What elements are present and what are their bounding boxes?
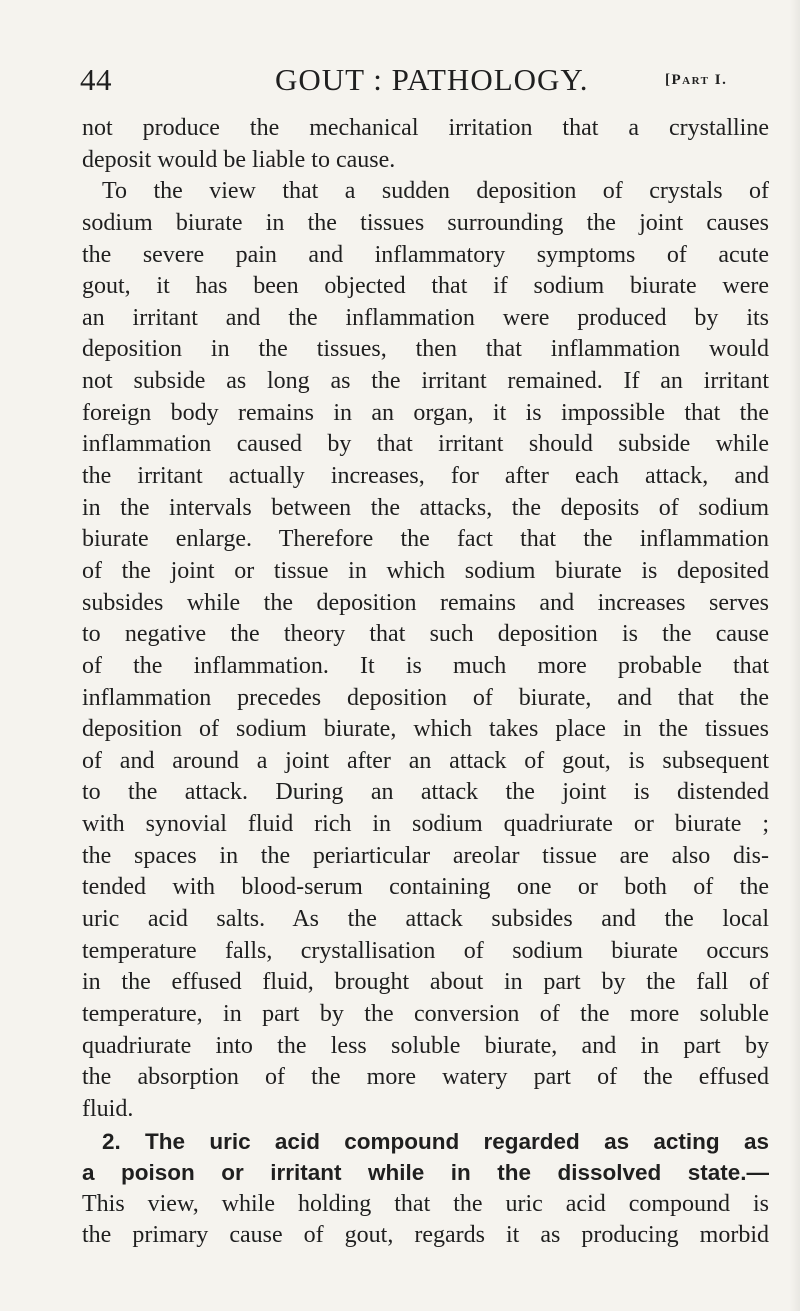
part-label: [Part I.	[665, 72, 728, 88]
page-edge-shadow	[790, 0, 800, 1311]
text-line: an irritant and the inflammation were produced by its	[82, 304, 769, 331]
text-line: deposition of sodium biurate, which takes place in the tissues	[82, 716, 769, 743]
text-line: biurate enlarge. Therefore the fact that the inflammation	[82, 526, 769, 553]
text-line: tended with blood-serum containing one or both of the	[82, 874, 769, 901]
section-heading-line: 2. The uric acid compound regarded as acting as	[102, 1128, 769, 1154]
text-line: of the inflammation. It is much more probable that	[82, 652, 769, 679]
text-line: quadriurate into the less soluble biurate, and in part by	[82, 1032, 769, 1059]
text-line: To the view that a sudden deposition of crystals of	[102, 178, 769, 205]
text-line: subsides while the deposition remains and increases serves	[82, 589, 769, 616]
text-line: sodium biurate in the tissues surrounding the joint causes	[82, 209, 769, 236]
text-line: the spaces in the periarticular areolar tissue are also dis-	[82, 842, 769, 869]
text-line: in the intervals between the attacks, the deposits of sodium	[82, 494, 769, 521]
page-number: 44	[80, 62, 112, 97]
text-line: fluid.	[82, 1095, 134, 1122]
text-line: of the joint or tissue in which sodium biurate is deposited	[82, 557, 769, 584]
running-title: GOUT : PATHOLOGY.	[275, 62, 589, 97]
text-line: to negative the theory that such deposition is the cause	[82, 621, 769, 648]
text-line: This view, while holding that the uric acid compound is	[82, 1190, 769, 1217]
text-line: inflammation caused by that irritant should subside while	[82, 431, 769, 458]
text-line: inflammation precedes deposition of biurate, and that the	[82, 684, 769, 711]
text-line: not produce the mechanical irritation that a crystalline	[82, 115, 769, 141]
text-line: deposit would be liable to cause.	[82, 146, 396, 173]
text-line: the absorption of the more watery part of the effused	[82, 1064, 769, 1091]
text-line: to the attack. During an attack the joint is distended	[82, 779, 769, 806]
text-line: foreign body remains in an organ, it is impossible that the	[82, 399, 769, 426]
text-line: temperature, in part by the conversion of the more soluble	[82, 1000, 769, 1027]
text-line: with synovial fluid rich in sodium quadriurate or biurate ;	[82, 811, 769, 838]
text-line: the severe pain and inflammatory symptoms of acute	[82, 241, 769, 268]
section-heading-line: a poison or irritant while in the dissolved state.—	[82, 1160, 769, 1186]
text-line: uric acid salts. As the attack subsides and the local	[82, 906, 769, 933]
page-header	[80, 62, 770, 106]
text-line: of and around a joint after an attack of gout, is subsequent	[82, 747, 769, 774]
text-line: temperature falls, crystallisation of sodium biurate occurs	[82, 937, 769, 964]
text-line: the irritant actually increases, for after each attack, and	[82, 463, 769, 490]
text-line: gout, it has been objected that if sodium biurate were	[82, 273, 769, 300]
body-text	[82, 113, 769, 1252]
text-line: in the effused fluid, brought about in part by the fall of	[82, 969, 769, 996]
text-line: not subside as long as the irritant remained. If an irritant	[82, 368, 769, 395]
text-line: deposition in the tissues, then that inflammation would	[82, 336, 769, 363]
text-line: the primary cause of gout, regards it as producing morbid	[82, 1222, 769, 1249]
